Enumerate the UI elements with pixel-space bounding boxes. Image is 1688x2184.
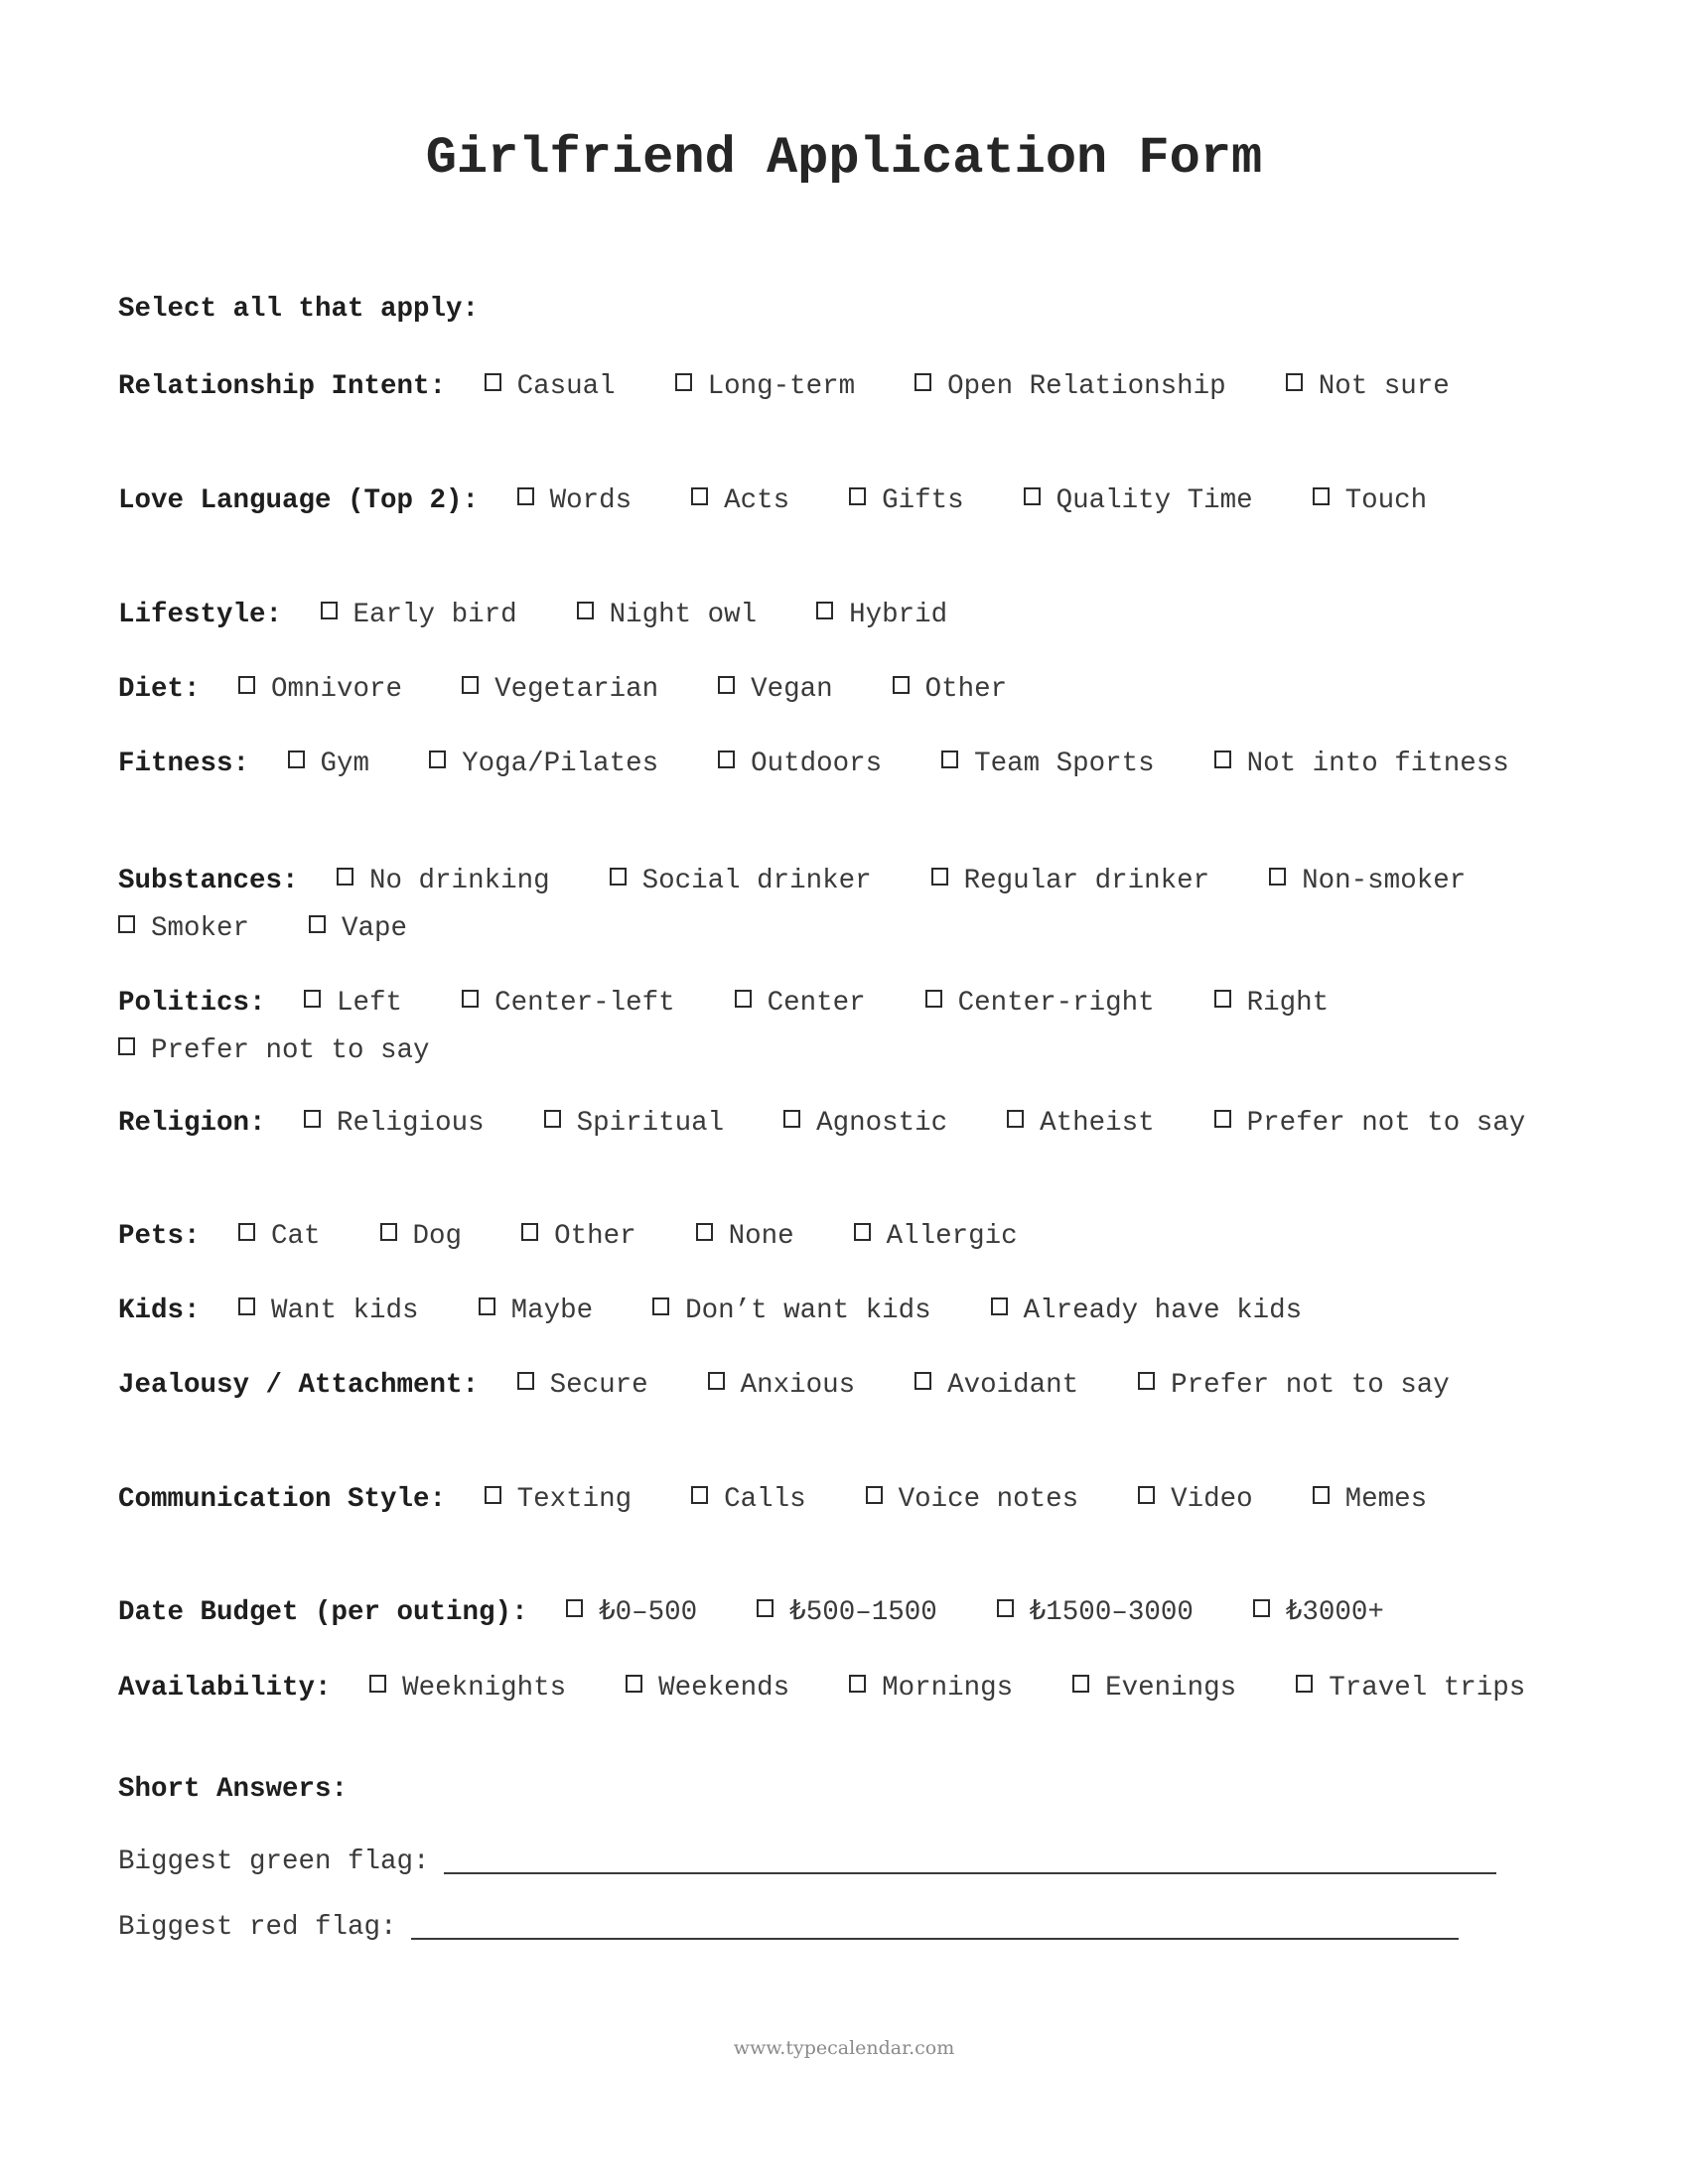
checkbox-icon[interactable]: [1286, 373, 1303, 391]
section-label: Relationship Intent:: [118, 371, 447, 402]
checkbox-icon[interactable]: [914, 373, 931, 391]
option-agnostic[interactable]: Agnostic: [783, 1108, 947, 1139]
checkbox-icon[interactable]: [577, 602, 594, 619]
option-hybrid[interactable]: Hybrid: [816, 600, 947, 630]
checkbox-icon[interactable]: [691, 487, 708, 505]
section-fitness: [118, 744, 1553, 785]
option-regular-drinker[interactable]: Regular drinker: [931, 866, 1210, 896]
option-voice-notes[interactable]: Voice notes: [866, 1484, 1079, 1515]
checkbox-icon[interactable]: [429, 751, 446, 768]
checkbox-icon[interactable]: [718, 676, 735, 694]
option-vegan[interactable]: Vegan: [718, 674, 833, 705]
option-center[interactable]: Center: [735, 988, 866, 1019]
checkbox-icon[interactable]: [238, 676, 255, 694]
checkbox-icon[interactable]: [783, 1110, 800, 1128]
checkbox-icon[interactable]: [866, 1486, 883, 1504]
checkbox-icon[interactable]: [369, 1675, 386, 1693]
option-want-kids[interactable]: Want kids: [238, 1296, 419, 1326]
checkbox-icon[interactable]: [485, 373, 501, 391]
checkbox-icon[interactable]: [1313, 487, 1330, 505]
checkbox-icon[interactable]: [696, 1223, 713, 1241]
section-kids: [118, 1291, 1553, 1332]
form-title: Girlfriend Application Form: [425, 129, 1263, 188]
option-weeknights[interactable]: Weeknights: [369, 1673, 566, 1704]
option-center-left[interactable]: Center-left: [462, 988, 675, 1019]
question-green-flag: [118, 1842, 1553, 1883]
option-vegetarian[interactable]: Vegetarian: [462, 674, 658, 705]
option-smoker[interactable]: Smoker: [118, 913, 249, 944]
option-pets-other[interactable]: Other: [521, 1221, 636, 1252]
question-red-flag: [118, 1907, 1553, 1949]
option-budget-3000-plus[interactable]: ₺3000+: [1253, 1597, 1384, 1628]
checkbox-icon[interactable]: [288, 751, 305, 768]
question-label: Biggest green flag:: [118, 1846, 430, 1877]
checkbox-icon[interactable]: [757, 1599, 774, 1617]
option-anxious[interactable]: Anxious: [708, 1370, 856, 1401]
option-calls[interactable]: Calls: [691, 1484, 806, 1515]
option-quality-time[interactable]: Quality Time: [1024, 485, 1253, 516]
checkbox-icon[interactable]: [1269, 868, 1286, 886]
section-label: Lifestyle:: [118, 600, 283, 630]
section-substances: [118, 858, 1553, 953]
option-dog[interactable]: Dog: [380, 1221, 463, 1252]
checkbox-icon[interactable]: [925, 990, 942, 1008]
checkbox-icon[interactable]: [854, 1223, 871, 1241]
option-left[interactable]: Left: [304, 988, 402, 1019]
checkbox-icon[interactable]: [1214, 1110, 1231, 1128]
checkbox-icon[interactable]: [118, 1037, 135, 1055]
option-omnivore[interactable]: Omnivore: [238, 674, 402, 705]
checkbox-icon[interactable]: [118, 915, 135, 933]
checkbox-icon[interactable]: [997, 1599, 1014, 1617]
checkbox-icon[interactable]: [931, 868, 948, 886]
short-answers-heading: Short Answers:: [118, 1774, 349, 1805]
option-center-right[interactable]: Center-right: [925, 988, 1155, 1019]
footer-url: www.typecalendar.com: [733, 2037, 955, 2059]
option-words[interactable]: Words: [517, 485, 633, 516]
section-pets: [118, 1216, 1553, 1258]
option-gym[interactable]: Gym: [288, 749, 370, 779]
checkbox-icon[interactable]: [337, 868, 353, 886]
option-mornings[interactable]: Mornings: [849, 1673, 1013, 1704]
option-early-bird[interactable]: Early bird: [321, 600, 517, 630]
checkbox-icon[interactable]: [462, 990, 479, 1008]
checkbox-icon[interactable]: [566, 1599, 583, 1617]
checkbox-icon[interactable]: [1313, 1486, 1330, 1504]
checkbox-icon[interactable]: [1214, 990, 1231, 1008]
option-atheist[interactable]: Atheist: [1007, 1108, 1155, 1139]
option-no-drinking[interactable]: No drinking: [337, 866, 550, 896]
option-cat[interactable]: Cat: [238, 1221, 321, 1252]
checkbox-icon[interactable]: [238, 1223, 255, 1241]
checkbox-icon[interactable]: [309, 915, 326, 933]
checkbox-icon[interactable]: [380, 1223, 397, 1241]
option-religious[interactable]: Religious: [304, 1108, 485, 1139]
option-not-sure[interactable]: Not sure: [1286, 371, 1450, 402]
section-label: Date Budget (per outing):: [118, 1597, 528, 1628]
checkbox-icon[interactable]: [718, 751, 735, 768]
checkbox-icon[interactable]: [1214, 751, 1231, 768]
section-love-language: [118, 480, 1553, 522]
checkbox-icon[interactable]: [675, 373, 692, 391]
checkbox-icon[interactable]: [304, 1110, 321, 1128]
question-label: Biggest red flag:: [118, 1912, 397, 1943]
checkbox-icon[interactable]: [991, 1297, 1008, 1315]
option-politics-prefer-not[interactable]: Prefer not to say: [118, 1035, 430, 1066]
option-weekends[interactable]: Weekends: [626, 1673, 789, 1704]
checkbox-icon[interactable]: [1296, 1675, 1313, 1693]
checkbox-icon[interactable]: [708, 1372, 725, 1390]
section-label: Jealousy / Attachment:: [118, 1370, 480, 1401]
option-gifts[interactable]: Gifts: [849, 485, 964, 516]
option-memes[interactable]: Memes: [1313, 1484, 1428, 1515]
option-outdoors[interactable]: Outdoors: [718, 749, 882, 779]
option-non-smoker[interactable]: Non-smoker: [1269, 866, 1466, 896]
checkbox-icon[interactable]: [941, 751, 958, 768]
section-politics: [118, 980, 1553, 1075]
option-night-owl[interactable]: Night owl: [577, 600, 758, 630]
section-label: Pets:: [118, 1221, 201, 1252]
checkbox-icon[interactable]: [544, 1110, 561, 1128]
checkbox-icon[interactable]: [691, 1486, 708, 1504]
section-jealousy-attachment: [118, 1365, 1553, 1407]
checkbox-icon[interactable]: [304, 990, 321, 1008]
option-not-into-fitness[interactable]: Not into fitness: [1214, 749, 1509, 779]
section-label: Religion:: [118, 1108, 266, 1139]
checkbox-icon[interactable]: [893, 676, 910, 694]
checkbox-icon[interactable]: [1007, 1110, 1024, 1128]
option-team-sports[interactable]: Team Sports: [941, 749, 1155, 779]
option-yoga-pilates[interactable]: Yoga/Pilates: [429, 749, 658, 779]
checkbox-icon[interactable]: [1072, 1675, 1089, 1693]
option-touch[interactable]: Touch: [1313, 485, 1428, 516]
section-lifestyle: [118, 595, 1553, 636]
option-dont-want-kids[interactable]: Don’t want kids: [652, 1296, 931, 1326]
section-relationship-intent: [118, 366, 1553, 408]
option-social-drinker[interactable]: Social drinker: [610, 866, 872, 896]
checkbox-icon[interactable]: [816, 602, 833, 619]
option-budget-500-1500[interactable]: ₺500–1500: [757, 1597, 937, 1628]
checkbox-icon[interactable]: [479, 1297, 495, 1315]
checkbox-icon[interactable]: [1253, 1599, 1270, 1617]
checkbox-icon[interactable]: [462, 676, 479, 694]
checkbox-icon[interactable]: [610, 868, 627, 886]
option-diet-other[interactable]: Other: [893, 674, 1008, 705]
checkbox-icon[interactable]: [652, 1297, 669, 1315]
option-casual[interactable]: Casual: [485, 371, 616, 402]
checkbox-icon[interactable]: [321, 602, 338, 619]
checkbox-icon[interactable]: [517, 487, 534, 505]
section-label: Availability:: [118, 1673, 332, 1704]
option-secure[interactable]: Secure: [517, 1370, 648, 1401]
option-none[interactable]: None: [696, 1221, 794, 1252]
section-label: Politics:: [118, 988, 266, 1019]
section-communication-style: [118, 1479, 1553, 1521]
option-travel-trips[interactable]: Travel trips: [1296, 1673, 1525, 1704]
option-spiritual[interactable]: Spiritual: [544, 1108, 725, 1139]
option-religion-prefer-not[interactable]: Prefer not to say: [1214, 1108, 1526, 1139]
instructions: Select all that apply:: [118, 294, 480, 325]
section-religion: [118, 1103, 1553, 1145]
option-texting[interactable]: Texting: [485, 1484, 633, 1515]
option-vape[interactable]: Vape: [309, 913, 407, 944]
section-diet: [118, 669, 1553, 711]
checkbox-icon[interactable]: [626, 1675, 642, 1693]
green-flag-answer-field[interactable]: [444, 1846, 1496, 1874]
section-label: Love Language (Top 2):: [118, 485, 480, 516]
section-availability: [118, 1668, 1553, 1709]
option-allergic[interactable]: Allergic: [854, 1221, 1018, 1252]
checkbox-icon[interactable]: [521, 1223, 538, 1241]
red-flag-answer-field[interactable]: [411, 1912, 1459, 1940]
checkbox-icon[interactable]: [849, 487, 866, 505]
option-long-term[interactable]: Long-term: [675, 371, 856, 402]
checkbox-icon[interactable]: [1024, 487, 1041, 505]
section-label: Fitness:: [118, 749, 250, 779]
checkbox-icon[interactable]: [914, 1372, 931, 1390]
option-already-have-kids[interactable]: Already have kids: [991, 1296, 1303, 1326]
option-attachment-prefer-not[interactable]: Prefer not to say: [1138, 1370, 1450, 1401]
checkbox-icon[interactable]: [1138, 1372, 1155, 1390]
section-label: Substances:: [118, 866, 299, 896]
option-video[interactable]: Video: [1138, 1484, 1253, 1515]
section-label: Kids:: [118, 1296, 201, 1326]
checkbox-icon[interactable]: [1138, 1486, 1155, 1504]
option-avoidant[interactable]: Avoidant: [914, 1370, 1078, 1401]
section-date-budget: [118, 1592, 1553, 1634]
option-acts[interactable]: Acts: [691, 485, 789, 516]
checkbox-icon[interactable]: [849, 1675, 866, 1693]
checkbox-icon[interactable]: [238, 1297, 255, 1315]
option-budget-0-500[interactable]: ₺0–500: [566, 1597, 697, 1628]
option-right[interactable]: Right: [1214, 988, 1330, 1019]
checkbox-icon[interactable]: [517, 1372, 534, 1390]
section-label: Communication Style:: [118, 1484, 447, 1515]
section-label: Diet:: [118, 674, 201, 705]
option-evenings[interactable]: Evenings: [1072, 1673, 1236, 1704]
option-maybe[interactable]: Maybe: [479, 1296, 594, 1326]
option-open-relationship[interactable]: Open Relationship: [914, 371, 1226, 402]
checkbox-icon[interactable]: [735, 990, 752, 1008]
option-budget-1500-3000[interactable]: ₺1500–3000: [997, 1597, 1194, 1628]
checkbox-icon[interactable]: [485, 1486, 501, 1504]
